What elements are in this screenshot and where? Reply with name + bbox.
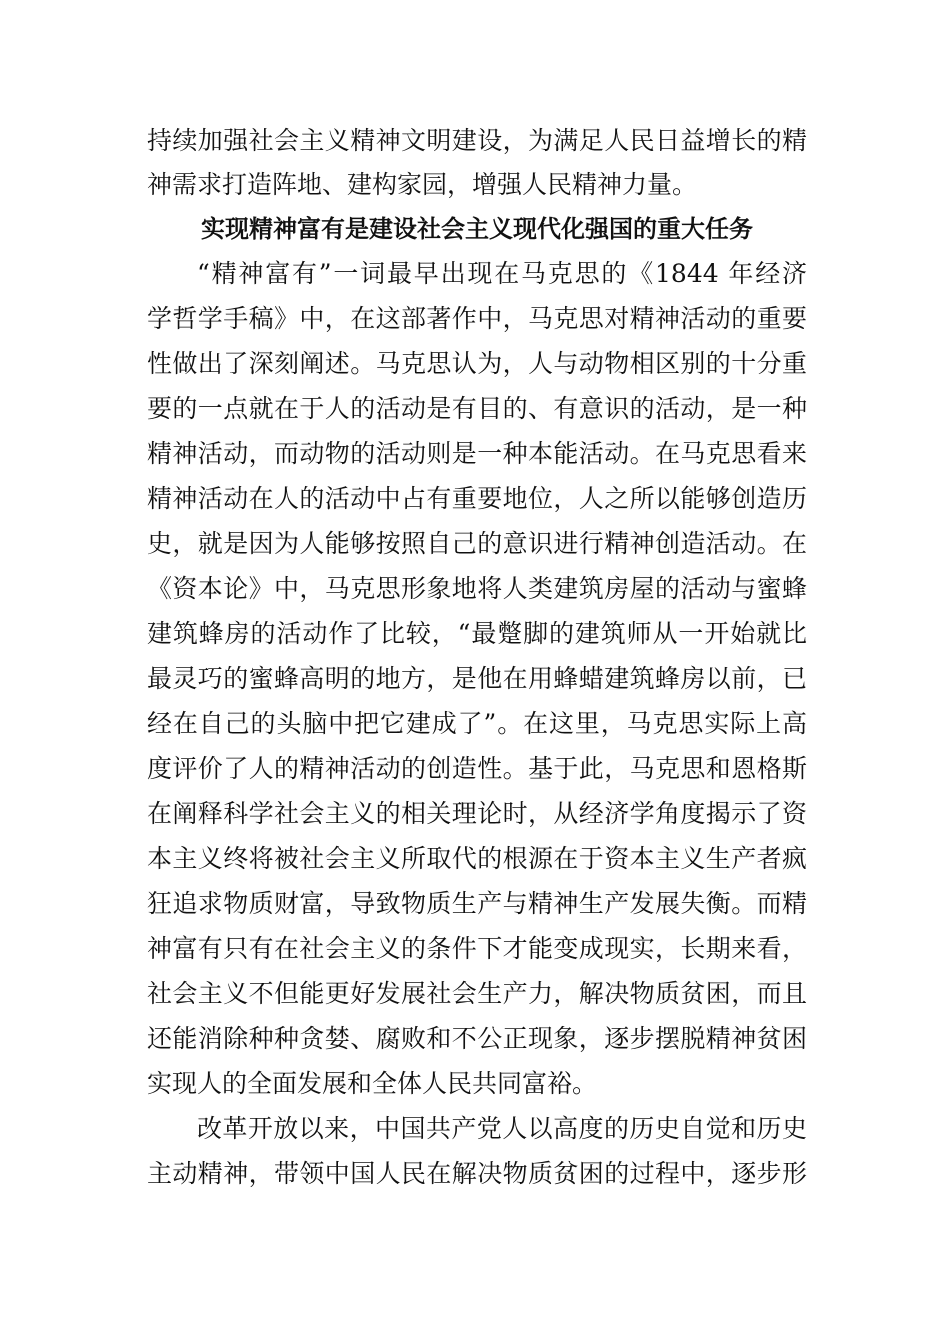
paragraph-line: 学哲学手稿》中，在这部著作中，马克思对精神活动的重要 [147, 304, 807, 333]
paragraph-line: 神富有只有在社会主义的条件下才能变成现实，长期来看， [147, 934, 807, 963]
paragraph-line: 精神活动，而动物的活动则是一种本能活动。在马克思看来 [147, 439, 807, 468]
paragraph-line: 度评价了人的精神活动的创造性。基于此，马克思和恩格斯 [147, 754, 807, 783]
paragraph-line: 性做出了深刻阐述。马克思认为，人与动物相区别的十分重 [147, 349, 807, 378]
paragraph-line: 还能消除种种贪婪、腐败和不公正现象，逐步摆脱精神贫困 [147, 1024, 807, 1053]
paragraph-line: 社会主义不但能更好发展社会生产力，解决物质贫困，而且 [147, 979, 807, 1008]
paragraph-line: 实现人的全面发展和全体人民共同富裕。 [147, 1069, 598, 1098]
paragraph-line: 狂追求物质财富，导致物质生产与精神生产发展失衡。而精 [147, 889, 807, 918]
paragraph-line: 改革开放以来，中国共产党人以高度的历史自觉和历史 [197, 1114, 807, 1143]
paragraph-line: “精神富有”一词最早出现在马克思的《1844 年经济 [197, 259, 807, 288]
paragraph-line: 经在自己的头脑中把它建成了”。在这里，马克思实际上高 [147, 709, 807, 738]
paragraph-line: 要的一点就在于人的活动是有目的、有意识的活动，是一种 [147, 394, 807, 423]
paragraph-line: 《资本论》中，马克思形象地将人类建筑房屋的活动与蜜蜂 [147, 574, 807, 603]
paragraph-line: 精神活动在人的活动中占有重要地位，人之所以能够创造历 [147, 484, 807, 513]
paragraph-line: 史，就是因为人能够按照自己的意识进行精神创造活动。在 [147, 529, 807, 558]
paragraph-line: 最灵巧的蜜蜂高明的地方，是他在用蜂蜡建筑蜂房以前，已 [147, 664, 807, 693]
intro-line: 持续加强社会主义精神文明建设，为满足人民日益增长的精 [147, 126, 807, 155]
paragraph-line: 本主义终将被社会主义所取代的根源在于资本主义生产者疯 [147, 844, 807, 873]
section-heading: 实现精神富有是建设社会主义现代化强国的重大任务 [201, 215, 753, 243]
intro-line: 神需求打造阵地、建构家园，增强人民精神力量。 [147, 170, 698, 199]
paragraph-line: 建筑蜂房的活动作了比较，“最蹩脚的建筑师从一开始就比 [147, 619, 807, 648]
paragraph-line: 主动精神，带领中国人民在解决物质贫困的过程中，逐步形 [147, 1159, 807, 1188]
paragraph-line: 在阐释科学社会主义的相关理论时，从经济学角度揭示了资 [147, 799, 807, 828]
